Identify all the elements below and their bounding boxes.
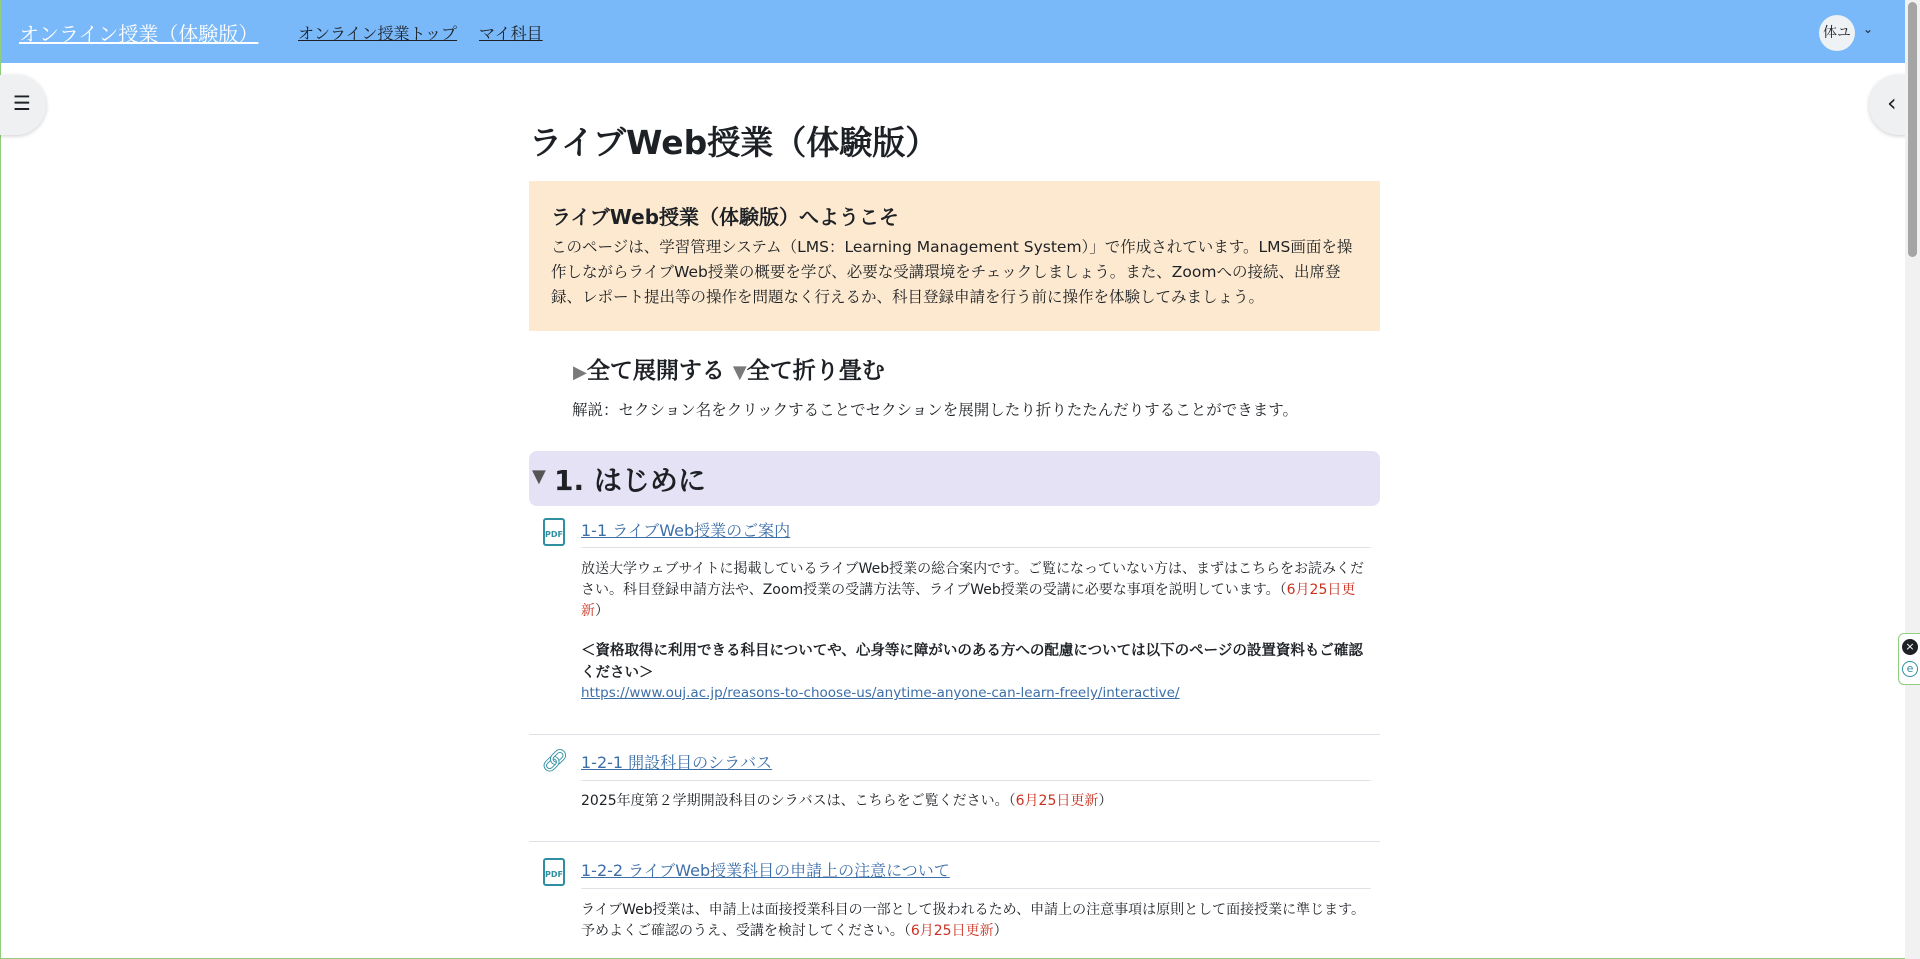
section-header[interactable] xyxy=(529,451,1380,506)
triangle-right-icon: ▶ xyxy=(573,362,587,383)
nav-my-courses-link[interactable]: マイ科目 xyxy=(479,24,543,43)
activity-description: 放送大学ウェブサイトに掲載しているライブWeb授業の総合案内です。ご覧になっていない方は、まずはこちらをお読みください。科目登録申請方法や、Zoom授業の受講方法等、ライブWeb授業の受講に必要な事項を説明しています。（6月25日更新） xyxy=(581,561,1365,619)
activity-description: 2025年度第２学期開設科目のシラバスは、こちらをご覧ください。（6月25日更新） xyxy=(581,793,1113,809)
extension-icon[interactable]: e xyxy=(1902,661,1918,677)
triangle-down-icon: ▼ xyxy=(732,362,747,383)
welcome-heading: ライブWeb授業（体験版）へようこそ xyxy=(551,205,900,229)
welcome-box xyxy=(529,181,1380,331)
nav-online-top-link[interactable]: オンライン授業トップ xyxy=(298,24,458,43)
expand-collapse-controls xyxy=(573,352,885,385)
activity-divider xyxy=(581,780,1371,781)
chevron-left-icon: ‹ xyxy=(1887,89,1897,117)
pdf-icon: PDF xyxy=(543,858,565,886)
activity-separator xyxy=(529,841,1380,842)
site-brand-link[interactable]: オンライン授業（体験版） xyxy=(19,22,259,46)
activity-link[interactable]: 1-1 ライブWeb授業のご案内 xyxy=(581,521,791,540)
user-menu-caret-icon[interactable]: ⌄ xyxy=(1863,22,1874,36)
side-widget xyxy=(1898,633,1920,685)
activity-link[interactable]: 1-2-2 ライブWeb授業科目の申請上の注意について xyxy=(581,861,950,880)
activity-note: ＜資格取得に利用できる科目についてや、心身等に障がいのある方への配慮については以下のページの設置資料もご確認ください＞ xyxy=(581,643,1363,681)
external-url-link[interactable]: https://www.ouj.ac.jp/reasons-to-choose-us/anytime-anyone-can-learn-freely/interactive/ xyxy=(581,685,1180,701)
top-navbar xyxy=(1,0,1920,63)
activity-divider xyxy=(581,888,1371,889)
list-icon: ☰ xyxy=(13,91,31,115)
expand-all-button[interactable]: ▶全て展開する xyxy=(573,358,725,384)
user-avatar[interactable]: 体ユ xyxy=(1819,15,1855,51)
page-title: ライブWeb授業（体験版） xyxy=(529,123,939,162)
activity-description: ライブWeb授業は、申請上は面接授業科目の一部として扱われるため、申請上の注意事項は原則として面接授業に準じます。予めよくご確認のうえ、受講を検討してください。（6月25日更新） xyxy=(581,902,1365,939)
activity-separator xyxy=(529,734,1380,735)
close-icon[interactable]: × xyxy=(1902,639,1918,655)
course-index-drawer-toggle[interactable] xyxy=(0,75,46,135)
welcome-body: このページは、学習管理システム（LMS：Learning Management System）」で作成されています。LMS画面を操作しながらライブWeb授業の概要を学び、必要な受講環境をチェックしましょう。また、Zoomへの接続、出席登録、レポート提出等の操作を問題なく行えるか、科目登録申請を行う前に操作を体験してみましょう。 xyxy=(551,238,1353,306)
pdf-icon: PDF xyxy=(543,518,565,546)
section-collapse-icon[interactable]: ▼ xyxy=(532,466,546,487)
scrollbar-thumb[interactable] xyxy=(1908,2,1917,257)
activity-divider xyxy=(581,547,1371,548)
activity-link[interactable]: 1-2-1 開設科目のシラバス xyxy=(581,753,773,772)
section-title[interactable]: 1. はじめに xyxy=(554,464,706,497)
collapse-all-button[interactable]: ▼全て折り畳む xyxy=(732,358,885,384)
url-link-icon: 🔗︎ xyxy=(541,749,569,774)
section-hint-text: 解説：セクション名をクリックすることでセクションを展開したり折りたたんだりすることができます。 xyxy=(572,401,1299,419)
